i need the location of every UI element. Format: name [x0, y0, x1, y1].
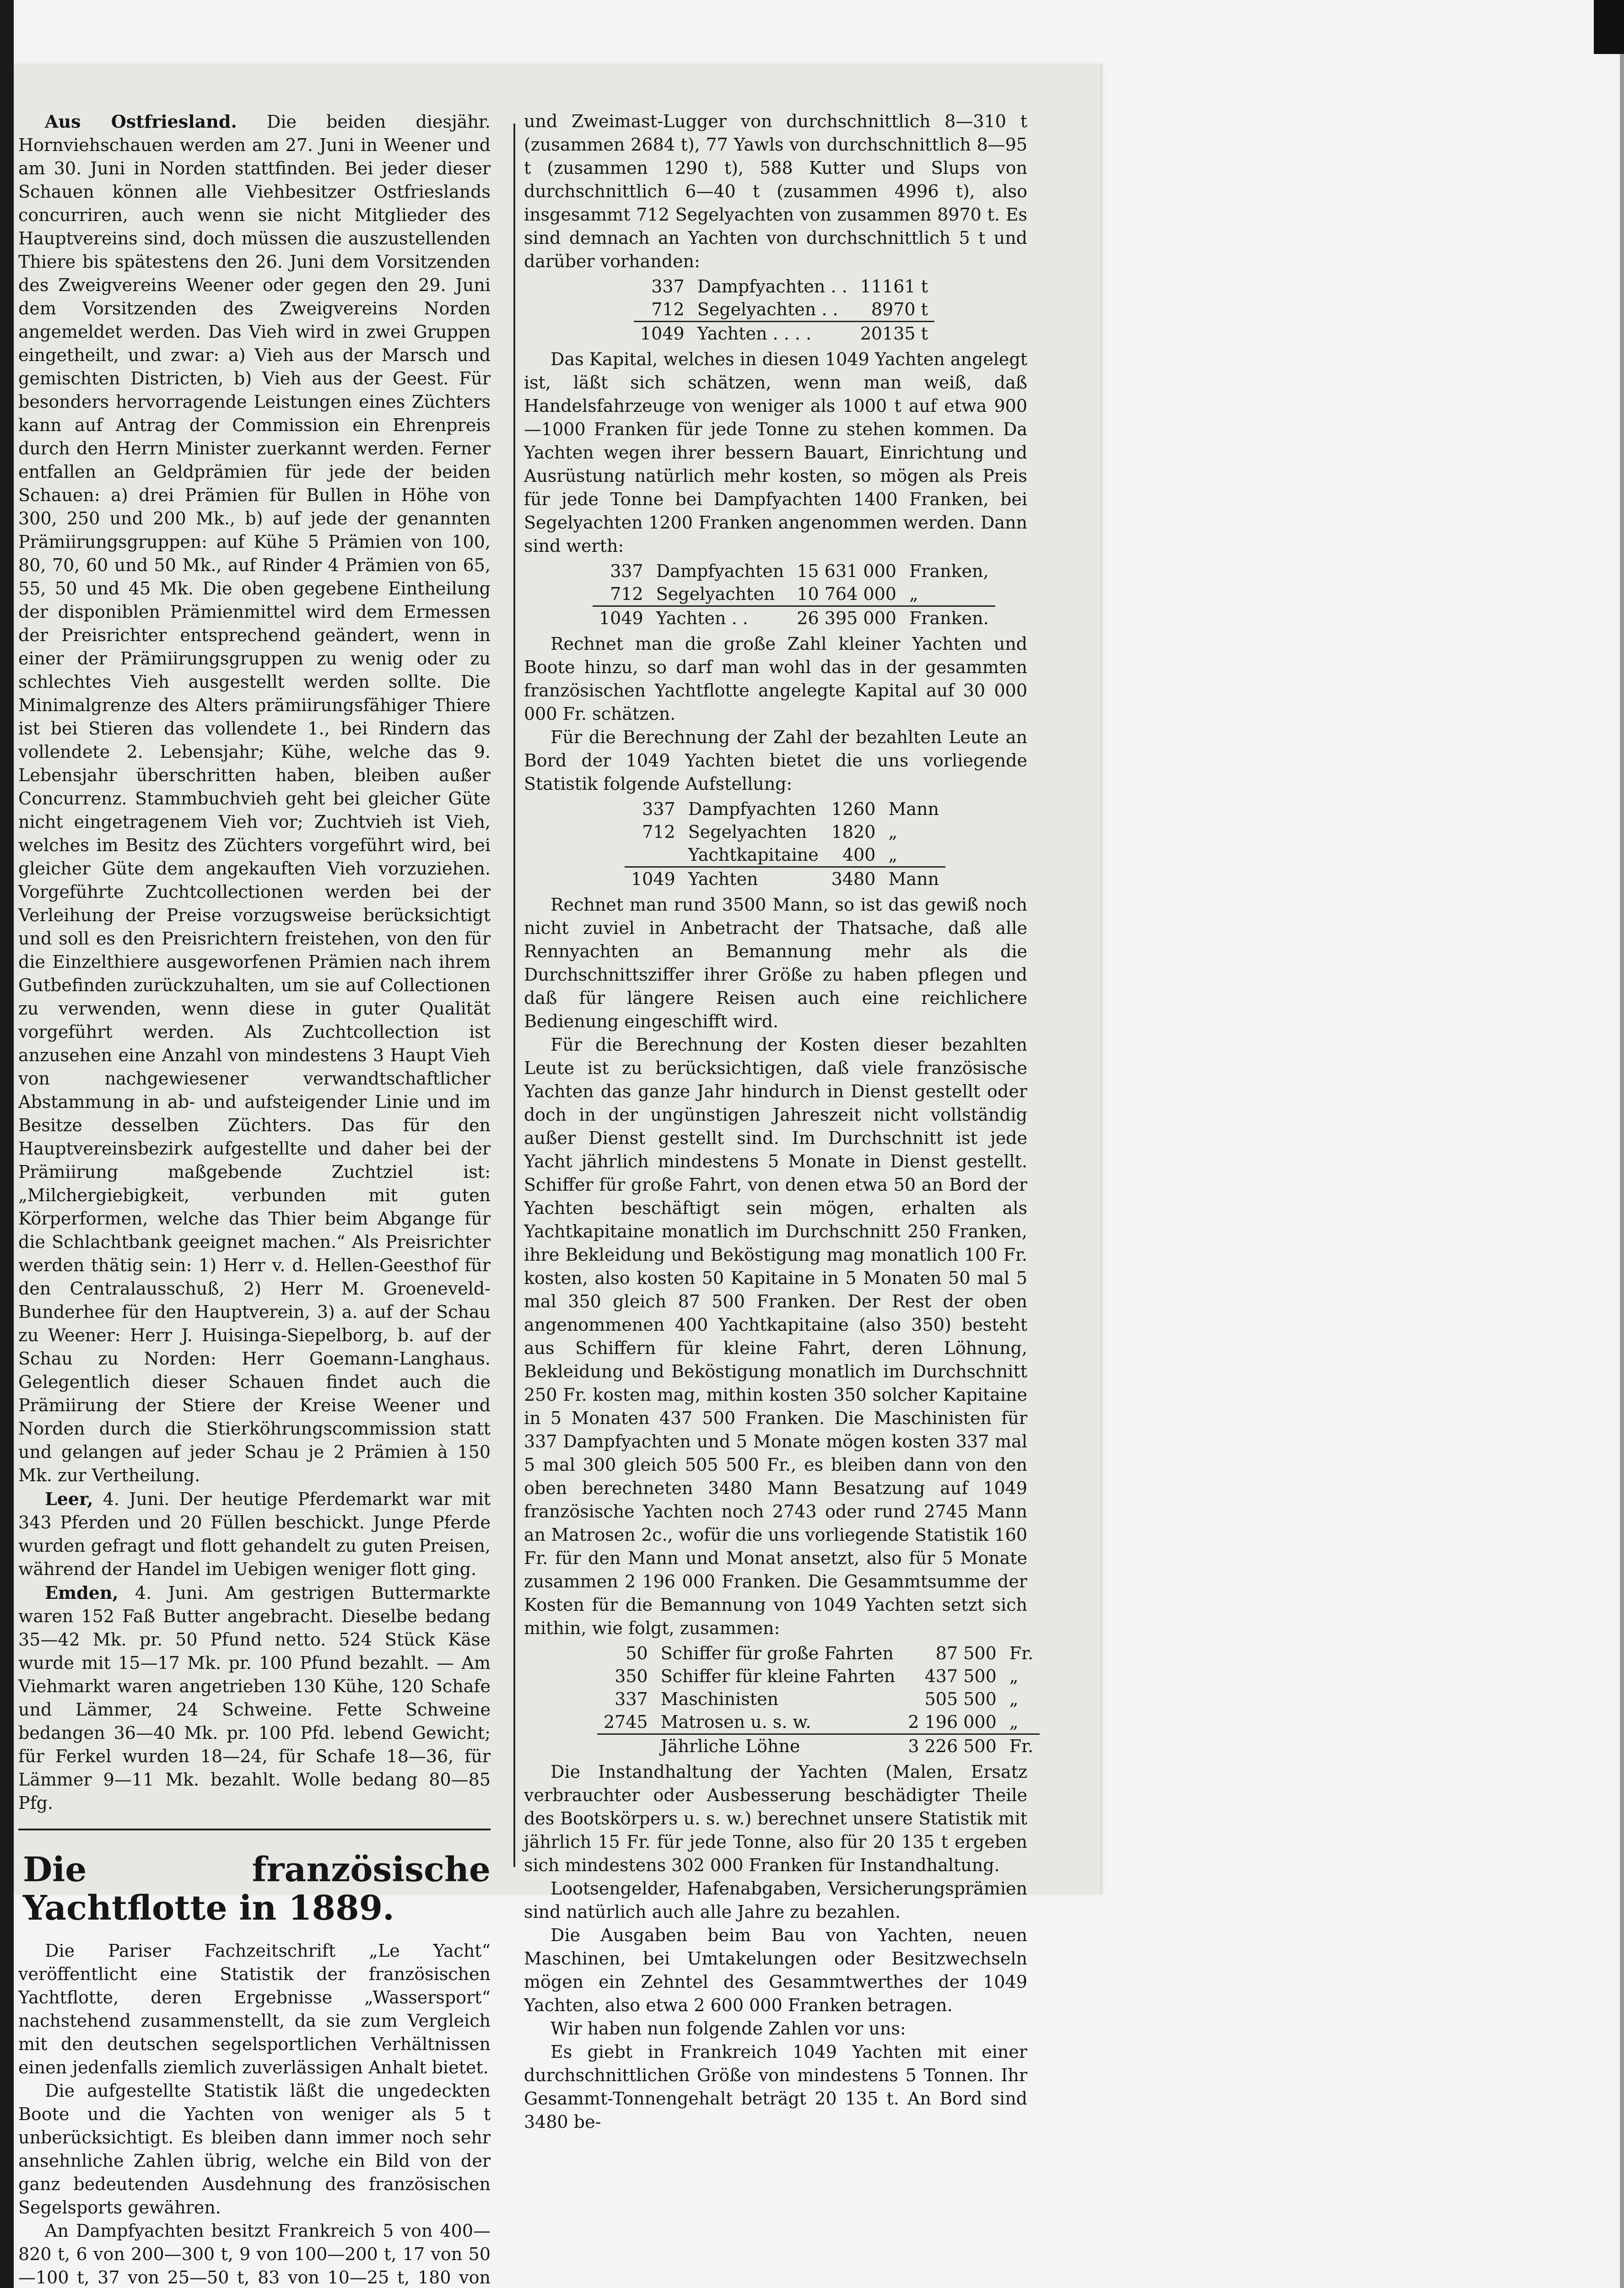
emden-text: 4. Juni. Am gestrigen Buttermarkte waren 152 Faß Butter angebracht. Dieselbe bedang 35—42 Mk. pr. 50 Pfund netto. 524 Stück Käse wurde mit 15—17 Mk. pr. 100 Pfund bezahlt. — Am Viehmarkt waren angetrieben 130 Kühe, 120 Schafe und Lämmer, 24 Schweine. Fette Schweine bedangen 36—40 Mk. pr. 100 Pfd. lebend Gewicht; für Ferkel wurden 18—24, für Schafe 18—36, für Lämmer 9—11 Mk. bezahlt. Wolle bedang 80—85 Pfg.: [18, 1583, 491, 1813]
table-cell: Yachten . .: [650, 606, 791, 630]
dateline-leer: Leer,: [45, 1489, 93, 1509]
article-emden: [18, 1581, 491, 1815]
ostfriesland-text: Die beiden diesjähr. Hornviehschauen werden am 27. Juni in Weener und am 30. Juni in Norden stattfinden. Bei jeder dieser Schauen können alle Viehbesitzer Ostfrieslands concurriren, auch wenn sie nicht Mitglieder des Hauptvereins sind, doch müssen die auszustellenden Thiere bis spätestens den 26. Juni dem Vorsitzenden des Zweigvereins Weener oder gegen den 29. Juni dem Vorsitzenden des Zweigvereins Norden angemeldet werden. Das Vieh wird in zwei Gruppen eingetheilt, und zwar: a) Vieh aus der Marsch und gemischten Districten, b) Vieh aus der Geest. Für besonders hervorragende Leistungen eines Züchters kann auf Antrag der Commission ein Ehrenpreis durch den Herrn Minister zuerkannt werden. Ferner entfallen an Geldprämien für jede der beiden Schauen: a) drei Prämien für Bullen in Höhe von 300, 250 und 200 Mk., b) auf jede der genannten Prämiirungsgruppen: auf Kühe 5 Prämien von 100, 80, 70, 60 und 50 Mk., auf Rinder 4 Prämien von 65, 55, 50 und 45 Mk. Die oben gegebene Eintheilung der disponiblen Prämienmittel wird dem Ermessen der Preisrichter entsprechend geändert, wenn in einer der Prämiirungsgruppen zu wenig oder zu schlechtes Vieh ausgestellt werden sollte. Die Minimalgrenze des Alters prämiirungsfähiger Thiere ist bei Stieren das vollendete 1., bei Rindern das vollendete 2. Lebensjahr; Kühe, welche das 9. Lebensjahr überschritten haben, bleiben außer Concurrenz. Stammbuchvieh geht bei gleicher Güte nicht eingetragenem Vieh vor; Zuchtvieh ist Vieh, welches im Besitz des Züchters vorgeführt wird, bei gleicher Güte dem angekauften Vieh vorzuziehen. Vorgeführte Zuchtcollectionen werden bei der Verleihung der Preise vorzugsweise berücksichtigt und soll es den Preisrichtern freistehen, von den für die Einzelthiere ausgeworfenen Prämien nach ihrem Gutbefinden zurückzuhalten, um sie auf Collectionen zu verwenden, wenn diese in guter Qualität vorgeführt werden. Als Zuchtcollection ist anzusehen eine Anzahl von mindestens 3 Haupt Vieh von nachgewiesener verwandtschaftlicher Abstammung in ab- und aufsteigender Linie und im Besitze desselben Züchters. Das für den Hauptvereinsbezirk aufgestellte und daher bei der Prämiirung maßgebende Zuchtziel ist: „Milchergiebigkeit, verbunden mit guten Körperformen, welche das Thier beim Abgange für die Schlachtbank geeignet machen.“ Als Preisrichter werden thätig sein: 1) Herr v. d. Hellen-Geesthof für den Centralausschuß, 2) Herr M. Groeneveld-Bunderhee für den Hauptverein, 3) a. auf der Schau zu Weener: Herr J. Huisinga-Siepelborg, b. auf der Schau zu Norden: Herr Goemann-Langhaus. Gelegentlich dieser Schauen findet auch die Prämiirung der Stiere der Kreise Weener und Norden durch die Stierköhrungscommission statt und gelangen auf jeder Schau je 2 Prämien à 150 Mk. zur Vertheilung.: [18, 112, 491, 1485]
table-cell: [597, 1734, 654, 1758]
table-row: [597, 1711, 1040, 1734]
table-cell: Fr.: [1003, 1734, 1040, 1758]
table-cell: 8970 t: [871, 299, 928, 319]
table-row: [597, 1642, 1040, 1665]
table-cell: 437 500: [924, 1666, 997, 1686]
yacht-segelyachten: und Zweimast-Lugger von durchschnittlich 8—310 t (zusammen 2684 t), 77 Yawls von durchschnittlich 8—95 t (zusammen 1290 t), 588 Kutter und Slups von durchschnittlich 6—40 t (zusammen 4996 t), also insgesammt 712 Segelyachten von zusammen 8970 t. Es sind demnach an Yachten von durchschnittlich 5 t und darüber vorhanden:: [524, 111, 1027, 271]
table-cell: Jährliche Löhne: [654, 1734, 902, 1758]
column-rule: [513, 124, 515, 1867]
table-cell: 1260: [831, 799, 876, 819]
table-row: [634, 275, 934, 298]
article-ostfriesland: [18, 110, 491, 1487]
table-cell: Yachten . . . .: [691, 322, 854, 345]
yacht-abgaben: Lootsengelder, Hafenabgaben, Versicherungsprämien sind natürlich auch alle Jahre zu bezahlen.: [524, 1878, 1027, 1922]
table-cell: 20135 t: [854, 322, 934, 345]
table-cell: 337: [615, 1689, 648, 1709]
table-cell: 712: [642, 822, 675, 842]
table-cell: 1049: [634, 322, 691, 345]
table-cell: „: [1009, 1689, 1019, 1709]
yacht-bau: Die Ausgaben beim Bau von Yachten, neuen Maschinen, bei Umtakelungen oder Besitzwechseln mögen ein Zehntel des Gesammtwerthes der 1049 Yachten, also etwa 2 600 000 Franken betragen.: [524, 1925, 1027, 2015]
table-cell: Dampfyachten: [656, 561, 784, 581]
dateline-ostfriesland: Aus Ostfriesland.: [45, 111, 237, 132]
table-cell: Segelyachten: [656, 584, 775, 604]
table-cell: 10 764 000: [797, 584, 896, 604]
table-row: [625, 820, 945, 843]
table-row: [593, 560, 995, 583]
table-sum-row: [593, 606, 995, 630]
table-cell: 2745: [604, 1712, 648, 1732]
yacht-summary: Es giebt in Frankreich 1049 Yachten mit einer durchschnittlichen Größe von mindestens 5 Tonnen. Ihr Gesammt-Tonnengehalt beträgt 20 135 t. An Bord sind 3480 be-: [524, 2042, 1027, 2132]
wages-table: [597, 1642, 1040, 1758]
table-cell: 1820: [831, 822, 876, 842]
yacht-instandhaltung: Die Instandhaltung der Yachten (Malen, Ersatz verbrauchter oder Ausbesserung beschädigter Theile des Bootskörpers u. s. w.) berechnet unsere Statistik mit jährlich 15 Fr. für jede Tonne, also für 20 135 t ergeben sich mindestens 302 000 Franken für Instandhaltung.: [524, 1762, 1027, 1875]
table-cell: 350: [615, 1666, 648, 1686]
scan-left-edge: [0, 0, 14, 2288]
table-row: [634, 298, 934, 322]
yacht-statistik: Die aufgestellte Statistik läßt die ungedeckten Boote und die Yachten von weniger als 5 t unberücksichtigt. Es bleiben dann immer noch sehr ansehnliche Zahlen übrig, welche ein Bild von der ganz bedeutenden Ausdehnung des französischen Segelsports gewähren.: [18, 2081, 491, 2218]
table-cell: Segelyachten: [688, 822, 807, 842]
table-cell: 400: [842, 845, 876, 865]
table-cell: Mann: [888, 799, 939, 819]
yacht-intro: Die Pariser Fachzeitschrift „Le Yacht“ veröffentlicht eine Statistik der französischen Yachtflotte, deren Ergebnisse „Wassersport“ nachstehend zusammenstellt, da sie zum Vergleich mit den deutschen segelsportlichen Verhältnissen einen jedenfalls ziemlich zuverlässigen Anhalt bietet.: [18, 1941, 491, 2078]
yacht-zahlen-intro: Wir haben nun folgende Zahlen vor uns:: [550, 2018, 906, 2039]
table-cell: Matrosen u. s. w.: [660, 1712, 811, 1732]
table-cell: 87 500: [935, 1643, 997, 1663]
yacht-besatzung-intro: Für die Berechnung der Zahl der bezahlten Leute an Bord der 1049 Yachten bietet die uns vorliegende Statistik folgende Aufstellung:: [524, 727, 1027, 794]
table-row: [597, 1665, 1040, 1688]
table-cell: 15 631 000: [797, 561, 896, 581]
table-cell: „: [888, 845, 898, 865]
table-cell: „: [1009, 1712, 1019, 1732]
left-column: [18, 110, 491, 2288]
table-row: [625, 798, 945, 820]
table-cell: Segelyachten . .: [697, 299, 838, 319]
table-cell: 50: [626, 1643, 648, 1663]
value-table: [593, 560, 995, 630]
right-column: [524, 110, 1034, 2134]
table-sum-row: [625, 867, 945, 891]
table-row: [625, 843, 945, 867]
table-cell: „: [1009, 1666, 1019, 1686]
table-cell: 3 226 500: [901, 1734, 1003, 1758]
table-cell: [625, 843, 682, 867]
table-cell: Dampfyachten . .: [697, 276, 847, 297]
table-cell: Dampfyachten: [688, 799, 816, 819]
article-leer: [18, 1487, 491, 1581]
table-cell: 337: [610, 561, 643, 581]
tonnage-table: [634, 275, 934, 345]
table-cell: Franken,: [909, 561, 989, 581]
table-cell: Mann: [882, 867, 945, 891]
table-cell: Maschinisten: [660, 1689, 779, 1709]
table-cell: „: [909, 584, 918, 604]
table-cell: Fr.: [1009, 1643, 1034, 1663]
table-cell: 712: [610, 584, 643, 604]
table-cell: 337: [642, 799, 675, 819]
table-cell: Schiffer für große Fahrten: [660, 1643, 894, 1663]
table-cell: 26 395 000: [790, 606, 903, 630]
table-cell: 2 196 000: [908, 1712, 997, 1732]
article-separator: [18, 1829, 491, 1830]
dateline-emden: Emden,: [45, 1582, 119, 1603]
yacht-rennyachten: Rechnet man rund 3500 Mann, so ist das gewiß noch nicht zuviel in Anbetracht der Thatsache, daß alle Rennyachten an Bemannung mehr als die Durchschnittsziffer ihrer Größe zu haben pflegen und daß für längere Reisen auch eine reichlichere Bedienung eingeschifft wird.: [524, 895, 1027, 1031]
table-cell: Yachtkapitaine: [688, 845, 819, 865]
yacht-kosten: Für die Berechnung der Kosten dieser bezahlten Leute ist zu berücksichtigen, daß viele französische Yachten das ganze Jahr hindurch in Dienst gestellt oder doch in der ungünstigen Jahreszeit nicht vollständig außer Dienst gestellt sind. Im Durchschnitt ist jede Yacht jährlich mindestens 5 Monate in Dienst gestellt. Schiffer für große Fahrt, von denen etwa 50 an Bord der Yachten beschäftigt sein mögen, erhalten als Yachtkapitaine monatlich im Durchschnitt 250 Franken, ihre Bekleidung und Beköstigung mag monatlich 100 Fr. kosten, also kosten 50 Kapitaine in 5 Monaten 50 mal 5 mal 350 gleich 87 500 Franken. Der Rest der oben angenommenen 400 Yachtkapitaine (also 350) besteht aus Schiffern für kleine Fahrt, deren Löhnung, Bekleidung und Beköstigung monatlich im Durchschnitt 250 Fr. kosten mag, mithin kosten 350 solcher Kapitaine in 5 Monaten 437 500 Franken. Die Maschinisten für 337 Dampfyachten und 5 Monate mögen kosten 337 mal 5 mal 300 gleich 505 500 Fr., es bleiben dann von den oben berechneten 3480 Mann Besatzung auf 1049 französische Yachten noch 2743 oder rund 2745 Mann an Matrosen 2c., wofür die uns vorliegende Statistik 160 Fr. für den Mann und Monat ansetzt, also für 5 Monate zusammen 2 196 000 Franken. Die Gesammtsumme der Kosten für die Bemannung von 1049 Yachten setzt sich mithin, wie folgt, zusammen:: [524, 1035, 1027, 1638]
table-cell: 11161 t: [860, 276, 928, 297]
scan-corner-shadow: [1594, 0, 1624, 54]
table-sum-row: [597, 1734, 1040, 1758]
table-cell: 1049: [593, 606, 650, 630]
crew-table: [625, 798, 945, 890]
leer-text: 4. Juni. Der heutige Pferdemarkt war mit 343 Pferden und 20 Füllen beschickt. Junge Pferde wurden gefragt und flott gehandelt zu guten Preisen, während der Handel im Uebigen weniger flott ging.: [18, 1489, 491, 1579]
table-sum-row: [634, 322, 934, 345]
table-row: [593, 583, 995, 606]
table-cell: Franken.: [903, 606, 995, 630]
table-cell: Yachten: [682, 867, 825, 891]
yacht-dampfyachten: An Dampfyachten besitzt Frankreich 5 von 400—820 t, 6 von 200—300 t, 9 von 100—200 t, 17 von 50—100 t, 37 von 25—50 t, 83 von 10—25 t, 180 von: [18, 2221, 491, 2288]
table-row: [597, 1688, 1040, 1711]
table-cell: 1049: [625, 867, 682, 891]
binding-edge: [1620, 54, 1624, 2288]
table-cell: 505 500: [924, 1689, 997, 1709]
table-cell: 712: [651, 299, 685, 319]
table-cell: Schiffer für kleine Fahrten: [660, 1666, 896, 1686]
yacht-gesammtkapital: Rechnet man die große Zahl kleiner Yachten und Boote hinzu, so darf man wohl das in der gesammten französischen Yachtflotte angelegte Kapital auf 30 000 000 Fr. schätzen.: [524, 634, 1027, 724]
article-headline: Die französische Yachtflotte in 1889.: [23, 1850, 491, 1928]
table-cell: „: [888, 822, 898, 842]
table-cell: 3480: [825, 867, 882, 891]
table-cell: 337: [651, 276, 685, 297]
yacht-kapital: Das Kapital, welches in diesen 1049 Yachten angelegt ist, läßt sich schätzen, wenn man weiß, daß Handelsfahrzeuge von weniger als 1000 t auf etwa 900—1000 Franken für jede Tonne zu stehen kommen. Da Yachten wegen ihrer bessern Bauart, Einrichtung und Ausrüstung natürlich mehr kosten, so mögen als Preis für jede Tonne bei Dampfyachten 1400 Franken, bei Segelyachten 1200 Franken angenommen werden. Dann sind werth:: [524, 349, 1027, 556]
